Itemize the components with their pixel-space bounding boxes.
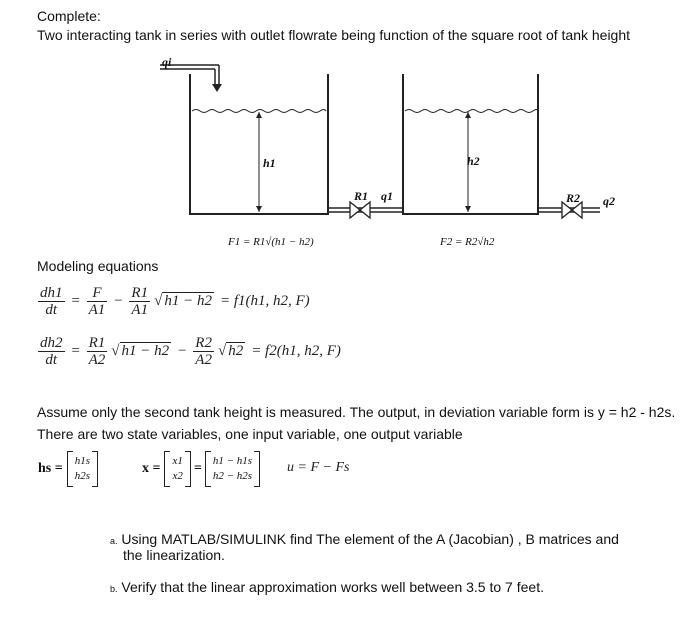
eq2-t2-num: R2 (195, 334, 212, 351)
hs-vector (38, 449, 98, 489)
task-b-letter: b. (110, 584, 118, 594)
x-bottom: x2 (172, 470, 183, 482)
flow2-equation: F2 = R2√h2 (440, 236, 495, 248)
x-equals: = (193, 461, 202, 476)
eq1-t2-num: R1 (131, 284, 149, 301)
eq2-t2-den: A2 (195, 351, 212, 368)
eq1-lhs-den: dt (45, 301, 58, 318)
eq2-root2: h2 (228, 343, 244, 359)
hs-top: h1s (74, 455, 90, 467)
tank-diagram (150, 52, 630, 262)
equation-1: $\frac{dh1}{dt}$ = $\frac{F}{A1}$ − $\frac{R1}{A1}$ √ h1 − h2 = f1(h1, h2, F) (40, 284, 310, 318)
modeling-heading: Modeling equations (37, 258, 159, 274)
q2-label: q2 (603, 194, 615, 208)
task-b (110, 578, 544, 598)
q1-label: q1 (381, 189, 393, 203)
eq2-lhs-num: dh2 (40, 334, 63, 351)
eq2-t1-num: R1 (88, 334, 106, 351)
eq1-lhs-num: dh1 (40, 284, 63, 301)
eq1-t1-num: F (87, 285, 108, 302)
hs-bottom: h2s (74, 470, 90, 482)
x-top: x1 (172, 455, 183, 467)
r2-label: R2 (566, 191, 581, 205)
eq1-t1-den: A1 (88, 301, 106, 318)
h1-label: h1 (263, 156, 276, 170)
problem-title: Two interacting tank in series with outlet flowrate being function of the square root of tank height (37, 27, 631, 43)
assumption-line-2: There are two state variables, one input variable, one output variable (37, 426, 463, 442)
flow1-equation: F1 = R1√(h1 − h2) (228, 236, 314, 248)
r1-label: R1 (354, 189, 369, 203)
eq2-lhs-den: dt (45, 351, 58, 368)
x-vector (142, 449, 260, 489)
eq1-t2-den: A1 (131, 301, 149, 318)
h2-label: h2 (467, 154, 480, 168)
eq1-rhs: = f1(h1, h2, F) (219, 292, 310, 309)
dev-top: h1 − h1s (212, 455, 253, 467)
eq2-root1: h1 − h2 (121, 343, 170, 359)
hs-label: hs = (38, 461, 63, 476)
x-label: x = (142, 461, 161, 476)
assumption-line-1 (37, 403, 675, 421)
dev-bottom: h2 − h2s (212, 470, 253, 482)
eq1-root: h1 − h2 (164, 293, 212, 309)
equation-2: $\frac{dh2}{dt}$ = $\frac{R1}{A2}$ √ h1 − h2 − $\frac{R2}{A2}$ √ h2 = f2(h1, h2, F) (40, 334, 341, 368)
eq2-rhs: = f2(h1, h2, F) (251, 342, 341, 359)
output-definition: h2 - h2s. (620, 404, 676, 420)
task-a-text: Using MATLAB/SIMULINK find The element of the A (Jacobian) , B matrices and (121, 531, 619, 547)
task-a-continuation: the linearization. (123, 547, 225, 563)
u-definition: u = F − Fs (287, 460, 350, 475)
qi-label: qi (162, 55, 172, 69)
complete-label: Complete: (37, 8, 101, 24)
assumption-text: Assume only the second tank height is measured. The output, in deviation variable form is y = (37, 404, 621, 420)
eq2-t1-den: A2 (88, 351, 106, 368)
task-a-letter: a. (110, 536, 118, 546)
task-b-text: Verify that the linear approximation works well between 3.5 to 7 feet. (121, 579, 544, 595)
